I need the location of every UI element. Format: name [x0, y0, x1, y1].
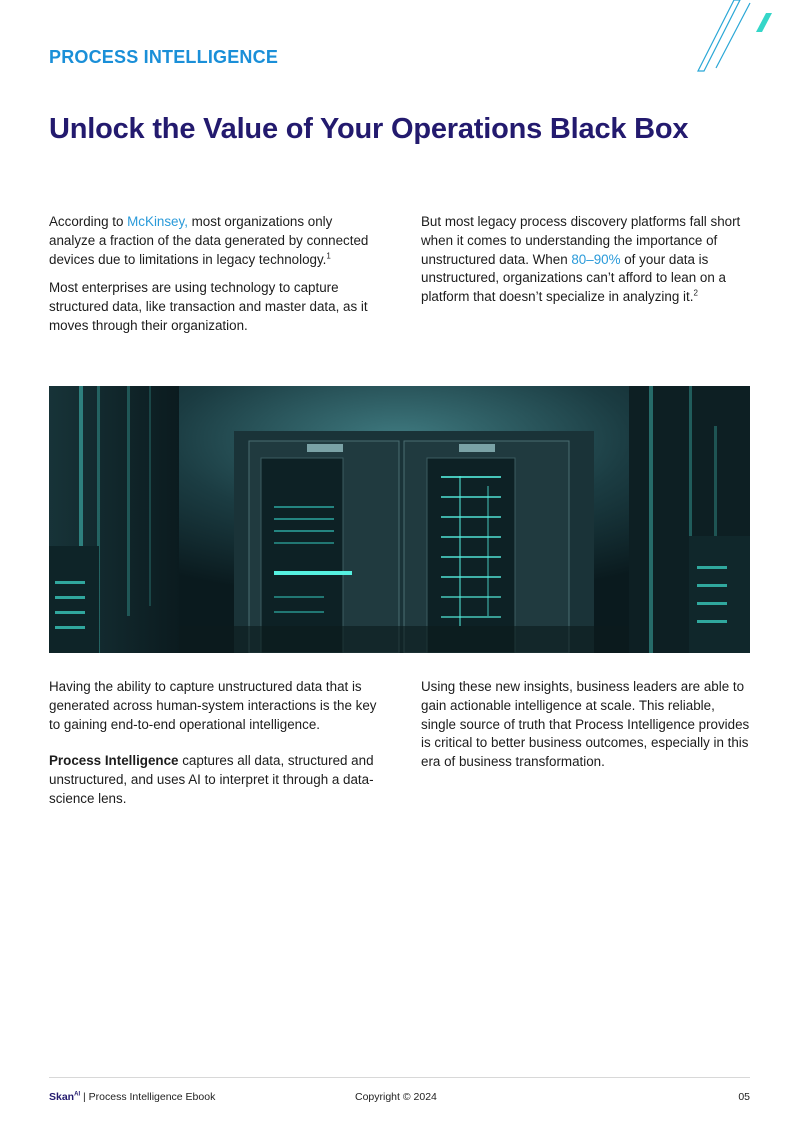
footnote-ref: 1: [326, 251, 331, 261]
footnote-ref: 2: [693, 288, 698, 298]
decorative-slashes: [690, 0, 800, 80]
skan-logo: [49, 1091, 80, 1103]
intro-column-left: [49, 213, 379, 346]
page-number: 05: [738, 1091, 750, 1103]
emphasis: Process Intelligence: [49, 753, 179, 769]
paragraph: [49, 752, 379, 808]
logo-text: Skan: [49, 1091, 75, 1103]
footer-divider: [49, 1077, 750, 1078]
text: captures all data, structured and unstructured, and uses AI to interpret it through a data-science lens.: [49, 753, 374, 806]
text: But most legacy process discovery platforms fall short when it comes to understanding the importance of unstructured data. When: [421, 214, 741, 267]
mckinsey-link[interactable]: McKinsey,: [127, 214, 188, 229]
footer-copyright: Copyright © 2024: [355, 1091, 437, 1103]
paragraph: Using these new insights, business leaders are able to gain actionable intelligence at scale. This reliable, single source of truth that Process Intelligence provides is critical to better business outcomes, especially in this era of business transformation.: [421, 679, 750, 770]
page-title: Unlock the Value of Your Operations Black Box: [49, 113, 689, 145]
intro-column-right: [421, 213, 751, 317]
paragraph: [49, 213, 379, 269]
document-name: | Process Intelligence Ebook: [80, 1091, 216, 1103]
paragraph: Most enterprises are using technology to capture structured data, like transaction and master data, as it moves through their organization.: [49, 280, 368, 333]
server-room-image: [49, 386, 750, 653]
text: of your data is unstructured, organizations can’t afford to lean on a platform that doesn’t specialize in analyzing it.: [421, 251, 726, 305]
footer-brand: [49, 1091, 215, 1103]
logo-sup: AI: [74, 1091, 81, 1098]
paragraph: Having the ability to capture unstructured data that is generated across human-system interactions is the key to gaining end-to-end operational intelligence.: [49, 679, 377, 732]
text: most organizations only analyze a fraction of the data generated by connected devices due to limitations in legacy technology.: [49, 214, 369, 267]
body-column-right: [421, 678, 751, 782]
paragraph: [421, 213, 751, 307]
text: According to: [49, 214, 128, 229]
body-column-left: [49, 678, 379, 819]
section-eyebrow: PROCESS INTELLIGENCE: [49, 47, 279, 67]
statistic-link[interactable]: 80–90%: [571, 251, 621, 267]
